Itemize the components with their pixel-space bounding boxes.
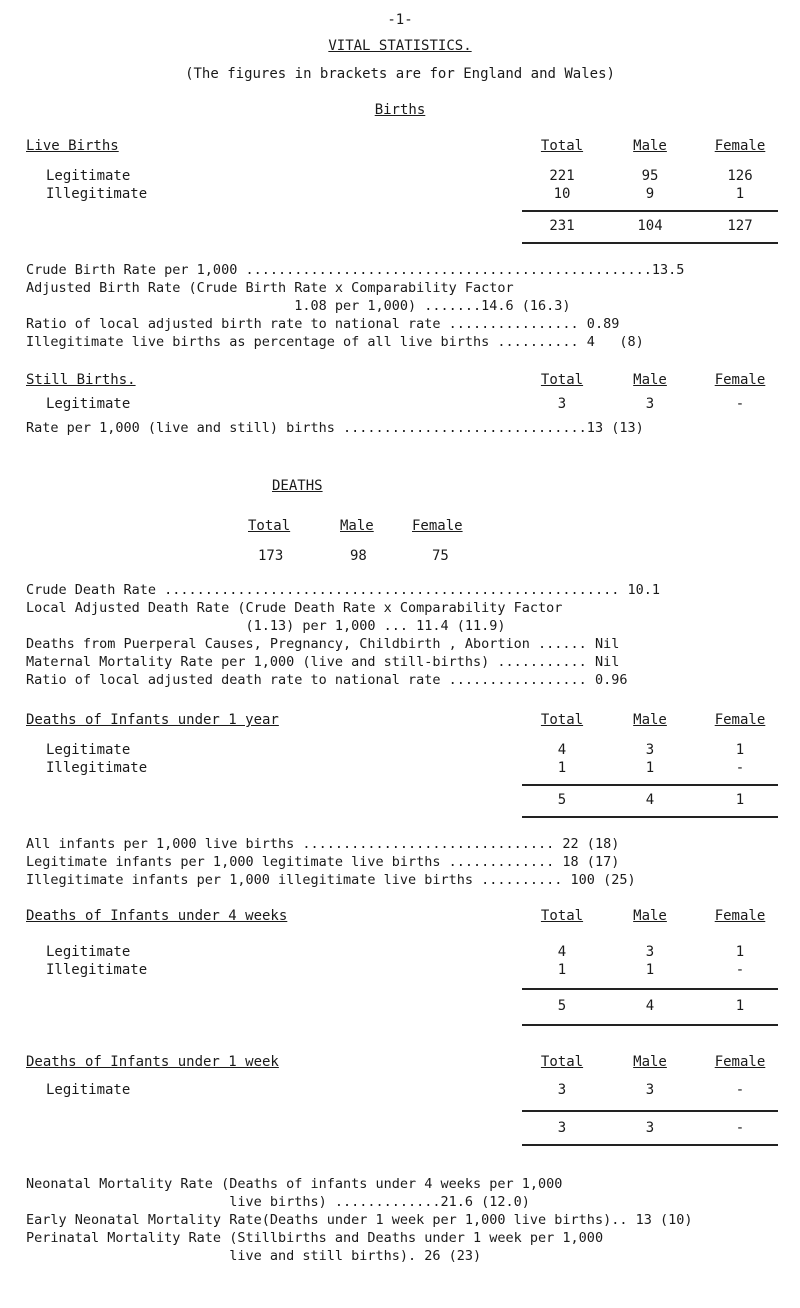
cell-female: - (735, 962, 745, 978)
cell-female: - (735, 1082, 745, 1098)
infants-week-label: Deaths of Infants under 1 week (26, 1054, 279, 1070)
total-male: 3 (645, 1120, 655, 1136)
cell-male: 9 (645, 186, 655, 202)
page-number: -1- (387, 12, 413, 28)
col-total: Total (540, 712, 584, 728)
total-female: 1 (735, 998, 745, 1014)
cell-female: 126 (727, 168, 753, 184)
infants-weeks-label: Deaths of Infants under 4 weeks (26, 908, 288, 924)
mortality-line: Perinatal Mortality Rate (Stillbirths and Deaths under 1 week per 1,000 (26, 1230, 604, 1246)
births-heading: Births (374, 102, 426, 118)
cell-female: - (735, 760, 745, 776)
cell-total: 10 (553, 186, 571, 202)
col-male: Male (340, 518, 374, 534)
stat-line: Rate per 1,000 (live and still) births ..............................13 (13) (26, 420, 644, 436)
cell-male: 95 (641, 168, 659, 184)
table-rule (522, 242, 778, 244)
col-total: Total (540, 372, 584, 388)
stat-line: Ratio of local adjusted death rate to national rate ................. 0.96 (26, 672, 628, 688)
still-births-label: Still Births. (26, 372, 136, 388)
table-rule (522, 988, 778, 990)
cell-male: 3 (645, 742, 655, 758)
deaths-total: 173 (258, 548, 284, 564)
mortality-line: Neonatal Mortality Rate (Deaths of infants under 4 weeks per 1,000 (26, 1176, 563, 1192)
page-title: VITAL STATISTICS. (328, 38, 472, 54)
cell-male: 3 (645, 396, 655, 412)
total-total: 3 (557, 1120, 567, 1136)
cell-male: 1 (645, 760, 655, 776)
cell-total: 3 (557, 1082, 567, 1098)
col-female: Female (714, 138, 766, 154)
row-label: Legitimate (46, 944, 131, 960)
table-rule (522, 1024, 778, 1026)
total-total: 231 (549, 218, 575, 234)
stat-line: Maternal Mortality Rate per 1,000 (live and still-births) ........... Nil (26, 654, 620, 670)
stat-line: Crude Death Rate ........................................................ 10.1 (26, 582, 660, 598)
cell-male: 3 (645, 944, 655, 960)
deaths-male: 98 (350, 548, 367, 564)
stat-line: Crude Birth Rate per 1,000 ..................................................13.5 (26, 262, 685, 278)
mortality-line: live births) .............21.6 (12.0) (26, 1194, 530, 1210)
cell-female: - (735, 396, 745, 412)
live-births-label: Live Births (26, 138, 119, 154)
cell-total: 1 (557, 760, 567, 776)
deaths-heading: DEATHS (272, 478, 323, 494)
row-label: Legitimate (46, 742, 131, 758)
stat-line: Deaths from Puerperal Causes, Pregnancy, Childbirth , Abortion ...... Nil (26, 636, 620, 652)
total-total: 5 (557, 998, 567, 1014)
mortality-line: Early Neonatal Mortality Rate(Deaths under 1 week per 1,000 live births).. 13 (10) (26, 1212, 693, 1228)
stat-line: Adjusted Birth Rate (Crude Birth Rate x Comparability Factor (26, 280, 514, 296)
total-total: 5 (557, 792, 567, 808)
row-label: Legitimate (46, 168, 131, 184)
col-female: Female (714, 1054, 766, 1070)
infants-year-label: Deaths of Infants under 1 year (26, 712, 279, 728)
table-rule (522, 784, 778, 786)
cell-total: 3 (557, 396, 567, 412)
table-rule (522, 210, 778, 212)
cell-male: 1 (645, 962, 655, 978)
deaths-female: 75 (432, 548, 449, 564)
cell-female: 1 (735, 742, 745, 758)
cell-total: 1 (557, 962, 567, 978)
stat-line: Illegitimate live births as percentage of all live births .......... 4 (8) (26, 334, 644, 350)
total-female: 1 (735, 792, 745, 808)
col-female: Female (714, 712, 766, 728)
row-label: Illegitimate (46, 760, 148, 776)
col-female: Female (714, 908, 766, 924)
total-male: 104 (637, 218, 663, 234)
total-female: 127 (727, 218, 753, 234)
stat-line: Local Adjusted Death Rate (Crude Death Rate x Comparability Factor (26, 600, 563, 616)
col-total: Total (540, 1054, 584, 1070)
row-label: Illegitimate (46, 186, 148, 202)
stat-line: Illegitimate infants per 1,000 illegitimate live births .......... 100 (25) (26, 872, 636, 888)
col-female: Female (714, 372, 766, 388)
col-male: Male (633, 712, 667, 728)
stat-line: All infants per 1,000 live births ............................... 22 (18) (26, 836, 620, 852)
row-label: Illegitimate (46, 962, 148, 978)
mortality-line: live and still births). 26 (23) (26, 1248, 482, 1264)
table-rule (522, 816, 778, 818)
page-note: (The figures in brackets are for England and Wales) (185, 66, 615, 82)
col-total: Total (248, 518, 291, 534)
col-male: Male (633, 1054, 667, 1070)
total-male: 4 (645, 998, 655, 1014)
col-male: Male (633, 372, 667, 388)
cell-female: 1 (735, 944, 745, 960)
cell-female: 1 (735, 186, 745, 202)
col-male: Male (633, 138, 667, 154)
row-label: Legitimate (46, 396, 131, 412)
col-total: Total (540, 908, 584, 924)
stat-line: 1.08 per 1,000) .......14.6 (16.3) (26, 298, 571, 314)
cell-male: 3 (645, 1082, 655, 1098)
col-female: Female (412, 518, 463, 534)
stat-line: Legitimate infants per 1,000 legitimate live births ............. 18 (17) (26, 854, 620, 870)
stat-line: (1.13) per 1,000 ... 11.4 (11.9) (26, 618, 506, 634)
col-male: Male (633, 908, 667, 924)
row-label: Legitimate (46, 1082, 131, 1098)
table-rule (522, 1144, 778, 1146)
cell-total: 4 (557, 944, 567, 960)
col-total: Total (540, 138, 584, 154)
cell-total: 221 (549, 168, 575, 184)
total-female: - (735, 1120, 745, 1136)
table-rule (522, 1110, 778, 1112)
total-male: 4 (645, 792, 655, 808)
stat-line: Ratio of local adjusted birth rate to national rate ................ 0.89 (26, 316, 620, 332)
cell-total: 4 (557, 742, 567, 758)
